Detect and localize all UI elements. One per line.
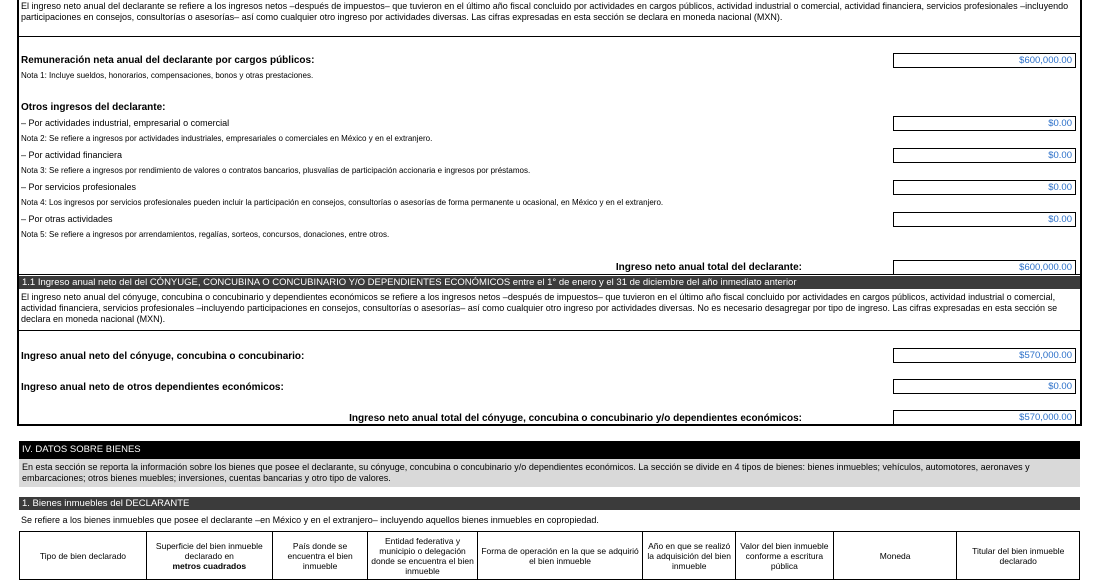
- column-header: Tipo de bien declarado: [20, 532, 147, 580]
- column-header: Moneda: [833, 532, 957, 580]
- column-header: País donde se encuentra el bien inmueble: [272, 532, 368, 580]
- spouse-total-value-field[interactable]: $570,000.00: [893, 410, 1076, 425]
- item-note: Nota 5: Se refiere a ingresos por arrendamientos, regalías, sorteos, concursos, donaciones, entre otros.: [21, 230, 390, 239]
- dependientes-value-field[interactable]: $0.00: [893, 379, 1076, 394]
- spouse-header: 1.1 Ingreso anual neto del del CÓNYUGE, CONCUBINA O CONCUBINARIO Y/O DEPENDIENTES ECONÓMICOS entre el 1° de enero y el 31 de diciembre del año inmediato anterior: [19, 276, 1080, 289]
- column-header: [146, 532, 272, 580]
- bienes-header: IV. DATOS SOBRE BIENES: [19, 441, 1080, 459]
- column-header-text: Superficie del bien inmueble declarado en: [155, 540, 263, 561]
- spouse-total-label: Ingreso neto anual total del cónyuge, concubina o concubinario y/o dependientes económicos:: [349, 413, 802, 424]
- column-header: Año en que se realizó la adquisición del bien inmueble: [643, 532, 735, 580]
- bienes-sub-header: 1. Bienes inmuebles del DECLARANTE: [19, 497, 1080, 510]
- frame-left: [17, 0, 19, 424]
- intro-divider: [19, 36, 1080, 37]
- item-label: – Por servicios profesionales: [21, 182, 137, 192]
- item-note: Nota 4: Los ingresos por servicios profesionales pueden incluir la participación en consejos, consultorías o asesorías de forma permanente u ocasional, en México y en el extranjero.: [21, 198, 664, 207]
- spouse-bottom-line: [17, 424, 1082, 426]
- column-header-bold: metros cuadrados: [172, 560, 247, 571]
- column-header: Forma de operación en la que se adquirió el bien inmueble: [477, 532, 643, 580]
- income-intro: El ingreso neto anual del declarante se refiere a los ingresos netos –después de impuestos– que tuvieron en el último año fiscal concluido por actividades en cargos públicos, actividad industrial o comercial, actividad financiera, servicios profesionales –incluyendo participaciones en consejos, consultorías o asesorías– así como cualquier otro ingreso por actividades diversas. Las cifras expresadas en esta sección se declara en moneda nacional (MXN).: [21, 1, 1069, 22]
- bienes-intro: En esta sección se reporta la información sobre los bienes que posee el declarante, su cónyuge, concubina o concubinario y/o dependientes económicos. La sección se divide en 4 tipos de bienes: bienes inmuebles; vehículos, automotores, aeronaves y embarcaciones; otros bienes muebles; inversiones, cuentas bancarias y otro tipo de valores.: [19, 459, 1080, 487]
- frame-right: [1080, 0, 1082, 424]
- item-label: – Por actividades industrial, empresarial o comercial: [21, 118, 230, 128]
- spouse-intro: El ingreso neto anual del cónyuge, concubina o concubinario y dependientes económicos se refiere a los ingresos netos –después de impuestos– que tuvieron en el último año fiscal concluido por actividades en cargos públicos, actividad industrial o comercial, actividad financiera, servicios profesionales –incluyendo participaciones en consejos, consultorías o asesorías– así como cualquier otro ingreso por actividades diversas. No es necesario desagregar por tipo de ingreso. Las cifras expresadas en esta sección se declara en moneda nacional (MXN).: [21, 292, 1058, 324]
- column-header: Valor del bien inmueble conforme a escritura pública: [735, 532, 833, 580]
- spouse-intro-divider: [19, 330, 1080, 331]
- item-value-field[interactable]: $0.00: [893, 180, 1076, 195]
- total-divider: [19, 274, 1080, 275]
- table-header-row: [20, 532, 1080, 580]
- remuneracion-value-field[interactable]: $600,000.00: [893, 53, 1076, 68]
- column-header: Entidad federativa y municipio o delegación donde se encuentra el bien inmueble: [368, 532, 477, 580]
- total-declarante-value-field[interactable]: $600,000.00: [893, 260, 1076, 275]
- nota-1: Nota 1: Incluye sueldos, honorarios, compensaciones, bonos y otras prestaciones.: [21, 71, 314, 80]
- item-note: Nota 3: Se refiere a ingresos por rendimiento de valores o contratos bancarios, plusvalías de participación accionaria e ingresos por préstamos.: [21, 166, 531, 175]
- item-value-field[interactable]: $0.00: [893, 116, 1076, 131]
- bienes-sub-intro: Se refiere a los bienes inmuebles que posee el declarante –en México y en el extranjero– incluyendo aquellos bienes inmuebles en copropiedad.: [21, 515, 599, 525]
- item-value-field[interactable]: $0.00: [893, 212, 1076, 227]
- conyuge-label: Ingreso anual neto del cónyuge, concubina o concubinario:: [21, 351, 305, 362]
- total-declarante-label: Ingreso neto anual total del declarante:: [615, 262, 802, 273]
- item-note: Nota 2: Se refiere a ingresos por actividades industriales, empresariales o comerciales en México y en el extranjero.: [21, 134, 433, 143]
- otros-ingresos-heading: Otros ingresos del declarante:: [21, 102, 166, 113]
- item-value-field[interactable]: $0.00: [893, 148, 1076, 163]
- dependientes-label: Ingreso anual neto de otros dependientes económicos:: [21, 382, 284, 393]
- column-header: Titular del bien inmueble declarado: [957, 532, 1080, 580]
- remuneracion-label: Remuneración neta anual del declarante por cargos públicos:: [21, 55, 315, 66]
- item-label: – Por actividad financiera: [21, 150, 123, 160]
- conyuge-value-field[interactable]: $570,000.00: [893, 348, 1076, 363]
- item-label: – Por otras actividades: [21, 214, 113, 224]
- bienes-inmuebles-table: [19, 531, 1080, 580]
